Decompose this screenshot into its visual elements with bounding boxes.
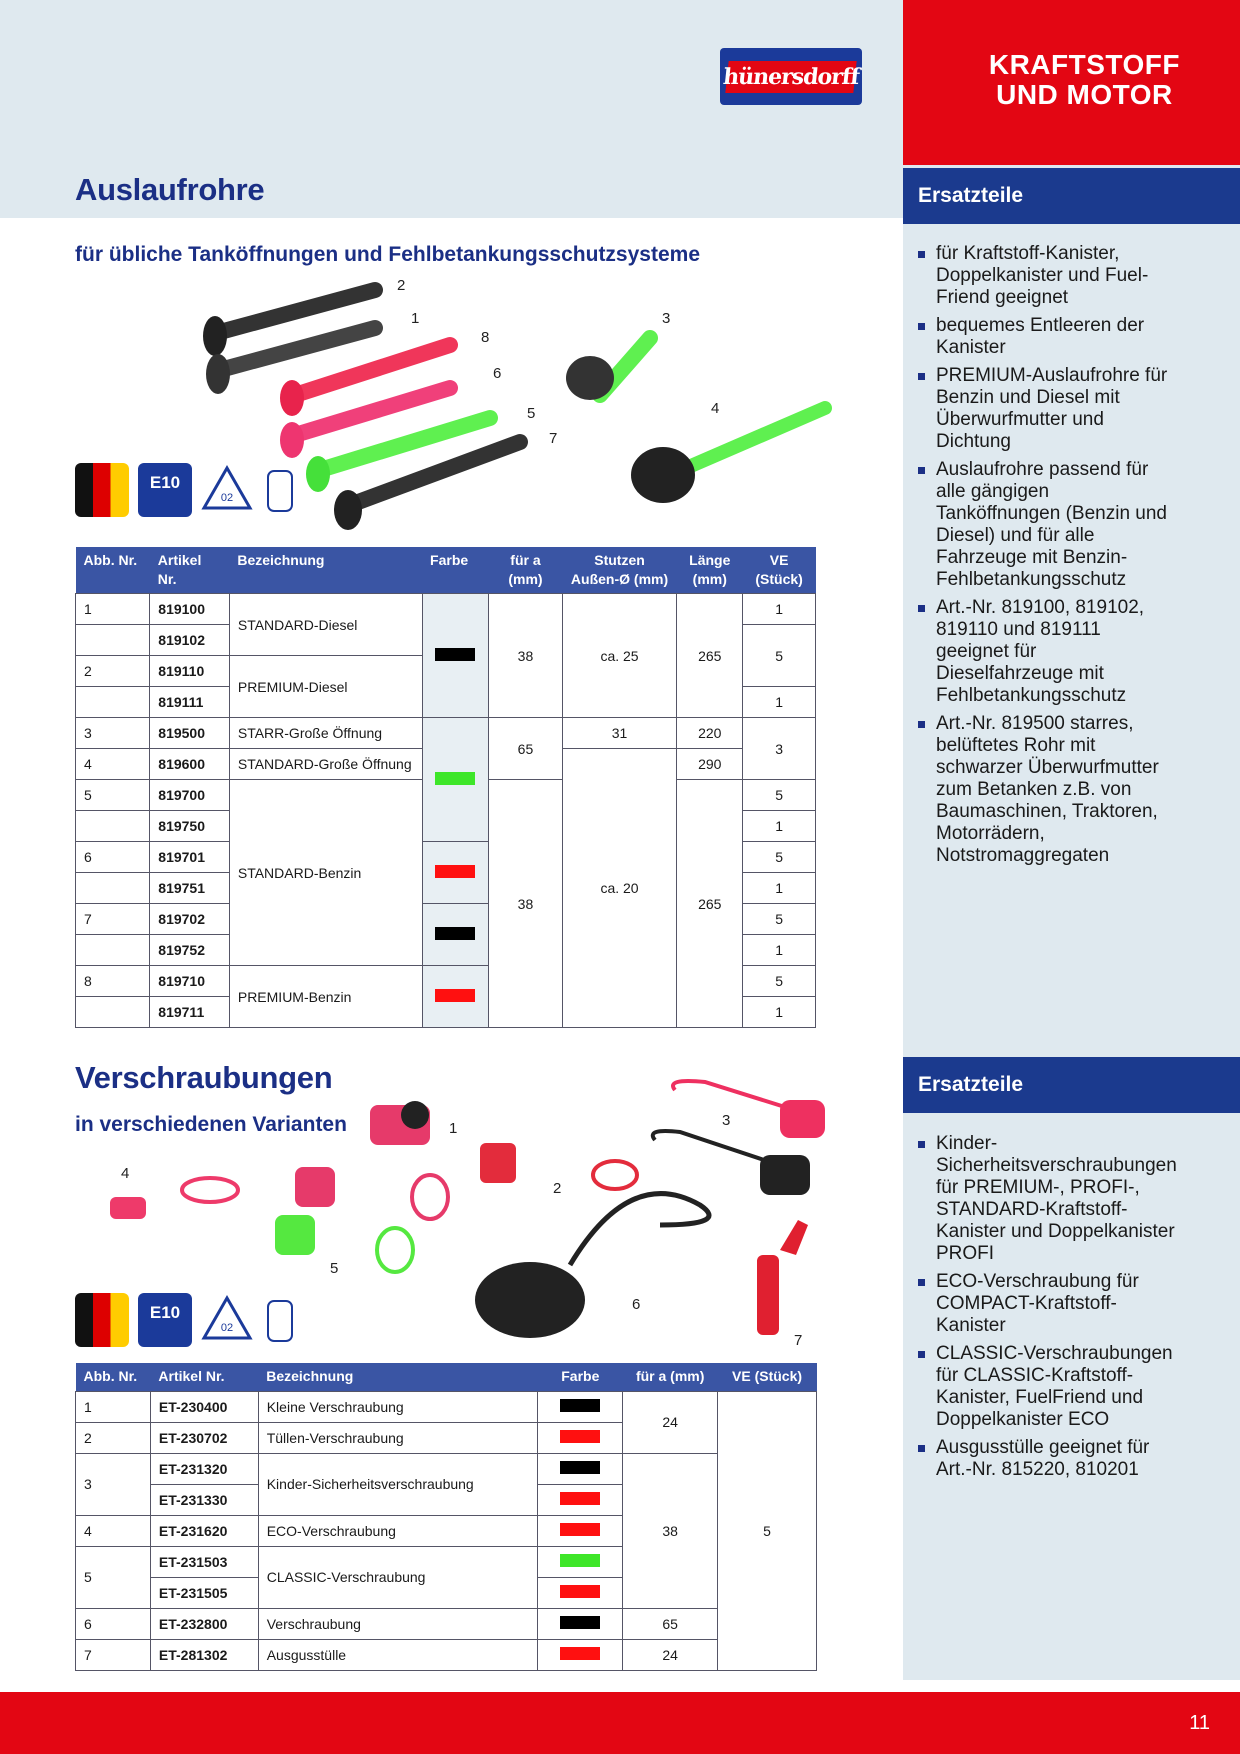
- color-swatch-black: [560, 1616, 600, 1629]
- color-swatch-red: [560, 1647, 600, 1660]
- name-cell: STANDARD-Benzin: [229, 780, 422, 966]
- abb-cell: 7: [76, 904, 150, 935]
- closure-table: [75, 1363, 817, 1671]
- image-number: 7: [549, 430, 558, 447]
- abb-cell: 4: [76, 1515, 151, 1546]
- e10-proof-badge: E10: [138, 463, 192, 517]
- article-cell: ET-231330: [150, 1484, 258, 1515]
- abb-cell: 1: [76, 1391, 151, 1422]
- feature-item: PREMIUM-Auslaufrohre für Benzin und Diesel mit Überwurfmutter und Dichtung: [918, 365, 1178, 453]
- abb-cell: [76, 811, 150, 842]
- article-cell: ET-231505: [150, 1577, 258, 1608]
- color-cell: [538, 1608, 623, 1639]
- name-cell: Verschraubung: [258, 1608, 538, 1639]
- image-number: 3: [722, 1112, 731, 1129]
- abb-cell: 8: [76, 966, 150, 997]
- page-number: 11: [1189, 1712, 1210, 1734]
- color-swatch-black: [435, 927, 475, 940]
- feature-item: bequemes Entleeren der Kanister: [918, 315, 1178, 359]
- image-number: 1: [411, 310, 420, 327]
- article-cell: 819750: [150, 811, 230, 842]
- article-cell: ET-232800: [150, 1608, 258, 1639]
- col-header: Abb. Nr.: [76, 547, 150, 594]
- image-number: 4: [121, 1165, 130, 1182]
- image-number: 2: [397, 277, 406, 294]
- color-cell: [422, 966, 489, 1028]
- ve-cell: 3: [743, 718, 816, 780]
- col-header: für a (mm): [623, 1363, 718, 1391]
- article-cell: 819701: [150, 842, 230, 873]
- article-cell: ET-231620: [150, 1515, 258, 1546]
- name-cell: CLASSIC-Verschraubung: [258, 1546, 538, 1608]
- feature-item: Art.-Nr. 819500 starres, belüftetes Rohr mit schwarzer Überwurfmutter zum Betanken z.B. von Baumaschinen, Traktoren, Motorrädern, Notstromaggregaten: [918, 713, 1178, 867]
- col-header: VE (Stück): [718, 1363, 817, 1391]
- abb-cell: [76, 687, 150, 718]
- image-number: 5: [527, 405, 536, 422]
- ve-cell: 5: [718, 1391, 817, 1670]
- ve-cell: 5: [743, 625, 816, 687]
- fuer-cell: 24: [623, 1391, 718, 1453]
- col-header: Artikel Nr.: [150, 1363, 258, 1391]
- ve-cell: 5: [743, 842, 816, 873]
- hdpe-recycling-icon: [200, 1293, 254, 1347]
- fuer-cell: 65: [623, 1608, 718, 1639]
- brand-name: hünersdorff: [721, 63, 861, 90]
- name-cell: PREMIUM-Diesel: [229, 656, 422, 718]
- name-cell: STANDARD-Große Öffnung: [229, 749, 422, 780]
- stutzen-cell: ca. 25: [562, 594, 677, 718]
- image-number: 6: [632, 1296, 641, 1313]
- article-cell: ET-231320: [150, 1453, 258, 1484]
- table-row: [76, 1391, 817, 1422]
- abb-cell: 1: [76, 594, 150, 625]
- image-number: 1: [449, 1120, 458, 1137]
- article-cell: 819752: [150, 935, 230, 966]
- color-swatch-green: [435, 772, 475, 785]
- ve-cell: 5: [743, 904, 816, 935]
- section2-title: Verschraubungen: [75, 1060, 333, 1095]
- ve-cell: 1: [743, 594, 816, 625]
- color-swatch-red: [435, 865, 475, 878]
- color-swatch-red: [560, 1523, 600, 1536]
- stutzen-cell: ca. 20: [562, 749, 677, 1028]
- image-number: 6: [493, 365, 502, 382]
- article-cell: ET-281302: [150, 1639, 258, 1670]
- color-swatch-red: [560, 1492, 600, 1505]
- feature-list-1: [918, 243, 1178, 873]
- name-cell: Tüllen-Verschraubung: [258, 1422, 538, 1453]
- name-cell: STARR-Große Öffnung: [229, 718, 422, 749]
- article-cell: ET-230400: [150, 1391, 258, 1422]
- color-cell: [538, 1515, 623, 1546]
- article-cell: ET-230702: [150, 1422, 258, 1453]
- article-cell: 819100: [150, 594, 230, 625]
- abb-cell: 3: [76, 1453, 151, 1515]
- color-cell: [538, 1422, 623, 1453]
- fuer-cell: 24: [623, 1639, 718, 1670]
- made-in-germany-badge: [75, 1293, 129, 1347]
- color-cell: [538, 1577, 623, 1608]
- color-swatch-red: [435, 989, 475, 1002]
- abb-cell: [76, 625, 150, 656]
- name-cell: Kinder-Sicherheitsverschraubung: [258, 1453, 538, 1515]
- color-cell: [538, 1391, 623, 1422]
- col-header: VE (Stück): [743, 547, 816, 594]
- name-cell: PREMIUM-Benzin: [229, 966, 422, 1028]
- article-cell: ET-231503: [150, 1546, 258, 1577]
- spout-2: [220, 290, 375, 332]
- image-number: 8: [481, 329, 490, 346]
- col-header: Abb. Nr.: [76, 1363, 151, 1391]
- abb-cell: 6: [76, 1608, 151, 1639]
- col-header: Farbe: [538, 1363, 623, 1391]
- feature-item: Ausgusstülle geeignet für Art.-Nr. 815220, 810201: [918, 1437, 1178, 1481]
- color-cell: [422, 594, 489, 718]
- table-row: [76, 718, 816, 749]
- ve-cell: 1: [743, 935, 816, 966]
- article-cell: 819110: [150, 656, 230, 687]
- ve-cell: 1: [743, 997, 816, 1028]
- canister-icon: [258, 463, 302, 517]
- image-number: 7: [794, 1332, 803, 1349]
- ve-cell: 1: [743, 687, 816, 718]
- article-cell: 819751: [150, 873, 230, 904]
- section1-subtitle: für übliche Tanköffnungen und Fehlbetankungsschutzsysteme: [75, 243, 700, 266]
- image-number: 2: [553, 1180, 562, 1197]
- table-row: [76, 594, 816, 625]
- ve-cell: 1: [743, 811, 816, 842]
- laenge-cell: 290: [677, 749, 743, 780]
- color-swatch-red: [560, 1430, 600, 1443]
- abb-cell: 3: [76, 718, 150, 749]
- made-in-germany-badge: [75, 463, 129, 517]
- spout-1: [220, 328, 375, 370]
- hdpe-recycling-icon: [200, 463, 254, 517]
- color-cell: [422, 904, 489, 966]
- article-cell: 819500: [150, 718, 230, 749]
- abb-cell: 7: [76, 1639, 151, 1670]
- col-header: Artikel Nr.: [150, 547, 230, 594]
- article-cell: 819102: [150, 625, 230, 656]
- color-swatch-black: [435, 648, 475, 661]
- category-banner: [903, 0, 1240, 165]
- col-header: Länge (mm): [677, 547, 743, 594]
- table-row: [76, 1453, 817, 1484]
- color-cell: [538, 1484, 623, 1515]
- article-cell: 819702: [150, 904, 230, 935]
- section1-title: Auslaufrohre: [75, 172, 265, 207]
- sidebar-title-1: Ersatzteile: [903, 168, 1240, 224]
- abb-cell: 5: [76, 1546, 151, 1608]
- laenge-cell: 265: [677, 780, 743, 1028]
- fuer-cell: 38: [489, 780, 562, 1028]
- e10-proof-badge: E10: [138, 1293, 192, 1347]
- image-number: 3: [662, 310, 671, 327]
- feature-item: Kinder-Sicherheitsverschraubungen für PREMIUM-, PROFI-, STANDARD-Kraftstoff-Kanister und Doppelkanister PROFI: [918, 1133, 1178, 1265]
- canister-icon: [258, 1293, 302, 1347]
- brand-logo: [720, 48, 862, 105]
- article-cell: 819700: [150, 780, 230, 811]
- abb-cell: [76, 873, 150, 904]
- svg-text:02: 02: [220, 492, 234, 504]
- feature-list-2: [918, 1133, 1178, 1487]
- abb-cell: 6: [76, 842, 150, 873]
- col-header: Bezeichnung: [258, 1363, 538, 1391]
- table-row: [76, 1639, 817, 1670]
- abb-cell: 2: [76, 1422, 151, 1453]
- col-header: für a (mm): [489, 547, 562, 594]
- laenge-cell: 265: [677, 594, 743, 718]
- article-cell: 819710: [150, 966, 230, 997]
- feature-item: Auslaufrohre passend für alle gängigen Tanköffnungen (Benzin und Diesel) und für alle Fahrzeuge mit Benzin-Fehlbetankungsschutz: [918, 459, 1178, 591]
- color-cell: [538, 1453, 623, 1484]
- name-cell: Kleine Verschraubung: [258, 1391, 538, 1422]
- fuer-cell: 65: [489, 718, 562, 780]
- abb-cell: [76, 935, 150, 966]
- abb-cell: [76, 997, 150, 1028]
- svg-text:02: 02: [220, 1322, 234, 1334]
- article-cell: 819600: [150, 749, 230, 780]
- article-cell: 819711: [150, 997, 230, 1028]
- ve-cell: 1: [743, 873, 816, 904]
- category-line-2: UND MOTOR: [996, 79, 1173, 110]
- section2-subtitle: in verschiedenen Varianten: [75, 1113, 347, 1136]
- spout-4: [670, 408, 825, 475]
- col-header: Stutzen Außen-Ø (mm): [562, 547, 677, 594]
- category-line-1: KRAFTSTOFF: [988, 49, 1180, 80]
- color-swatch-black: [560, 1399, 600, 1412]
- ve-cell: 5: [743, 780, 816, 811]
- fuer-cell: 38: [489, 594, 562, 718]
- color-swatch-red: [560, 1585, 600, 1598]
- name-cell: STANDARD-Diesel: [229, 594, 422, 656]
- fuer-cell: 38: [623, 1453, 718, 1608]
- spout-table: [75, 547, 816, 1028]
- image-number: 5: [330, 1260, 339, 1277]
- article-cell: 819111: [150, 687, 230, 718]
- name-cell: Ausgusstülle: [258, 1639, 538, 1670]
- sidebar-title-2: Ersatzteile: [903, 1057, 1240, 1113]
- color-cell: [538, 1639, 623, 1670]
- color-cell: [538, 1546, 623, 1577]
- feature-item: Art.-Nr. 819100, 819102, 819110 und 819111 geeignet für Dieselfahrzeuge mit Fehlbetankungsschutz: [918, 597, 1178, 707]
- table-row: [76, 1608, 817, 1639]
- abb-cell: 4: [76, 749, 150, 780]
- col-header: Farbe: [422, 547, 489, 594]
- color-cell: [422, 842, 489, 904]
- page-footer: [0, 1692, 1240, 1754]
- stutzen-cell: 31: [562, 718, 677, 749]
- color-swatch-green: [560, 1554, 600, 1567]
- feature-item: ECO-Verschraubung für COMPACT-Kraftstoff-Kanister: [918, 1271, 1178, 1337]
- feature-item: für Kraftstoff-Kanister, Doppelkanister und Fuel-Friend geeignet: [918, 243, 1178, 309]
- image-number: 4: [711, 400, 720, 417]
- ve-cell: 5: [743, 966, 816, 997]
- abb-cell: 5: [76, 780, 150, 811]
- abb-cell: 2: [76, 656, 150, 687]
- color-cell: [422, 718, 489, 842]
- color-swatch-black: [560, 1461, 600, 1474]
- laenge-cell: 220: [677, 718, 743, 749]
- name-cell: ECO-Verschraubung: [258, 1515, 538, 1546]
- feature-item: CLASSIC-Verschraubungen für CLASSIC-Kraftstoff-Kanister, FuelFriend und Doppelkanister ECO: [918, 1343, 1178, 1431]
- col-header: Bezeichnung: [229, 547, 422, 594]
